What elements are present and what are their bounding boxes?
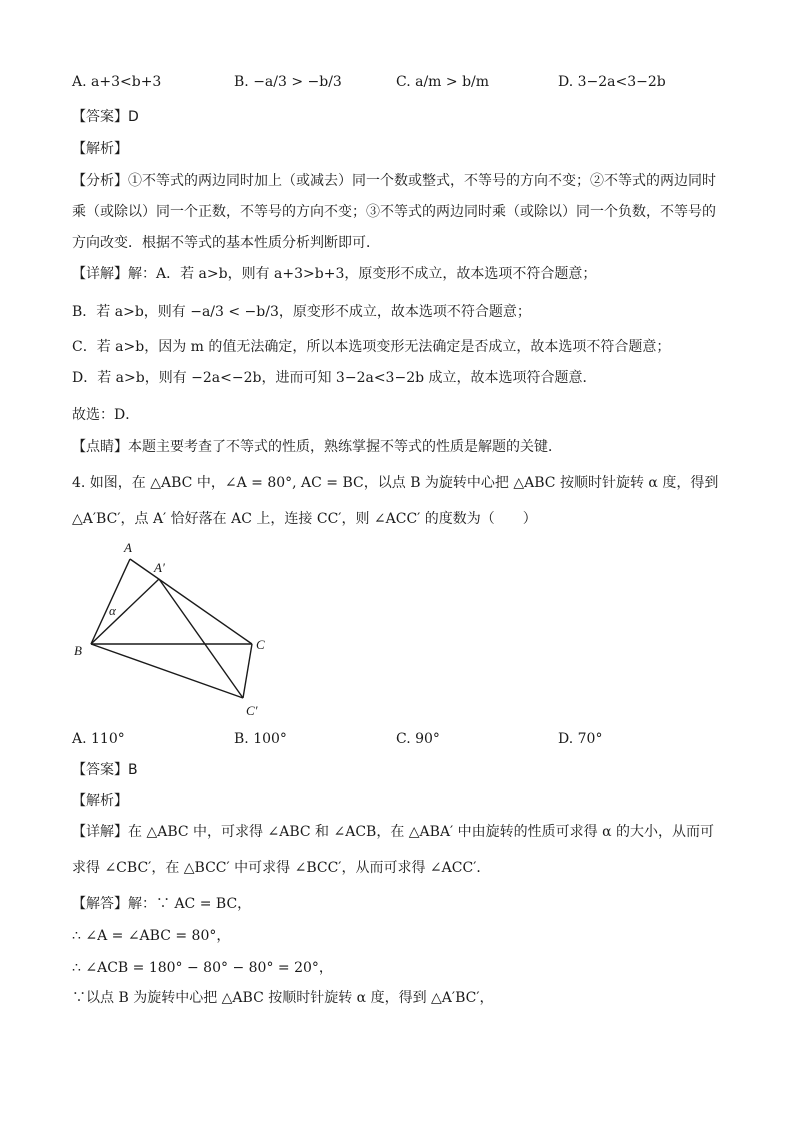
- q4-solution-line-2: ∴ ∠A = ∠ABC = 80°，: [72, 928, 231, 944]
- q3-option-c: C. a/m > b/m: [396, 74, 490, 90]
- q3-dianjing: 【点睛】本题主要考查了不等式的性质，熟练掌握不等式的性质是解题的关键．: [72, 439, 562, 455]
- q4-option-b: B. 100°: [234, 731, 287, 747]
- q3-analysis-header: 【解析】: [72, 141, 128, 157]
- q3-detail-c: C．若 a>b，因为 m 的值无法确定，所以本选项变形无法确定是否成立，故本选项不符合题意；: [72, 339, 671, 355]
- q4-answer: 【答案】B: [72, 762, 138, 778]
- q3-detail-a: 【详解】解：A．若 a>b，则有 a+3>b+3，原变形不成立，故本选项不符合题意；: [72, 266, 597, 282]
- q4-option-c: C. 90°: [396, 731, 440, 747]
- label-alpha: α: [109, 603, 116, 618]
- label-C: C: [256, 637, 265, 652]
- q3-fenxi-line-1: 【分析】①不等式的两边同时加上（或减去）同一个数或整式，不等号的方向不变；②不等式的两边同时: [72, 173, 716, 189]
- q4-solution-line-1: 【解答】解：∵ AC = BC，: [72, 896, 252, 912]
- q3-choose: 故选：D．: [72, 407, 140, 423]
- q3-answer: 【答案】D: [72, 109, 139, 125]
- segment-BC1: [91, 644, 243, 698]
- label-B: B: [74, 643, 82, 658]
- segment-AC: [130, 559, 252, 644]
- label-A: A: [124, 540, 132, 555]
- label-C-prime: C′: [246, 703, 258, 718]
- segment-A1C1: [159, 579, 243, 698]
- q4-stem-line-2: △A′BC′，点 A′ 恰好落在 AC 上，连接 CC′，则 ∠ACC′ 的度数为（ ）: [72, 511, 537, 527]
- q4-solution-line-3: ∴ ∠ACB = 180° − 80° − 80° = 20°，: [72, 960, 333, 976]
- segment-CC1: [243, 644, 252, 698]
- q4-stem-line-1: 4. 如图，在 △ABC 中，∠A = 80°, AC = BC，以点 B 为旋转中心把 △ABC 按顺时针旋转 α 度，得到: [72, 475, 719, 491]
- label-A-prime: A′: [154, 560, 165, 575]
- q3-fenxi-line-2: 乘（或除以）同一个正数，不等号的方向不变；③不等式的两边同时乘（或除以）同一个负数，不等号的: [72, 204, 716, 220]
- segment-BA1: [91, 579, 159, 644]
- q4-option-a: A. 110°: [72, 731, 125, 747]
- segment-AB: [91, 559, 130, 644]
- q3-option-a: A. a+3<b+3: [72, 74, 162, 90]
- q4-detail-line-1: 【详解】在 △ABC 中，可求得 ∠ABC 和 ∠ACB，在 △ABA′ 中由旋转的性质可求得 α 的大小，从而可: [72, 824, 715, 840]
- q4-option-d: D. 70°: [558, 731, 603, 747]
- q4-detail-line-2: 求得 ∠CBC′，在 △BCC′ 中可求得 ∠BCC′，从而可求得 ∠ACC′．: [72, 860, 491, 876]
- q3-fenxi-line-3: 方向改变．根据不等式的基本性质分析判断即可．: [72, 235, 380, 251]
- q4-geometry-figure: [60, 535, 290, 725]
- q4-solution-line-4: ∵以点 B 为旋转中心把 △ABC 按顺时针旋转 α 度，得到 △A′BC′，: [72, 990, 494, 1006]
- q3-option-d: D. 3−2a<3−2b: [558, 74, 666, 90]
- q3-detail-b: B．若 a>b，则有 −a/3 < −b/3，原变形不成立，故本选项不符合题意；: [72, 304, 531, 320]
- q3-option-b: B. −a/3 > −b/3: [234, 74, 342, 90]
- q3-detail-d: D．若 a>b，则有 −2a<−2b，进而可知 3−2a<3−2b 成立，故本选项符合题意．: [72, 370, 597, 386]
- q4-analysis-header: 【解析】: [72, 793, 128, 809]
